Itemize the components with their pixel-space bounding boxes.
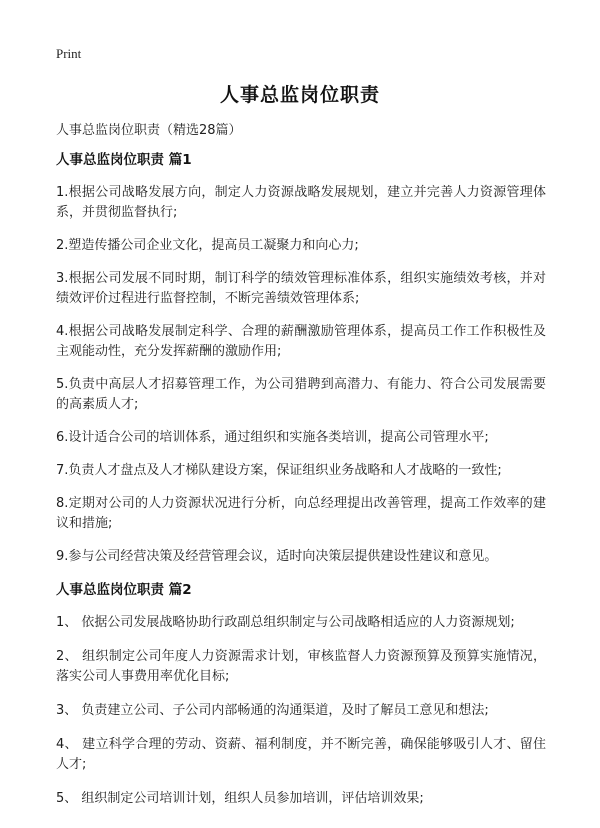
print-link[interactable]: Print <box>56 46 82 61</box>
paragraph: 2、 组织制定公司年度人力资源需求计划，审核监督人力资源预算及预算实施情况，落实公司人事费用率优化目标; <box>56 649 546 684</box>
paragraph: 2.塑造传播公司企业文化，提高员工凝聚力和向心力; <box>56 238 359 253</box>
section-1 <box>56 150 546 567</box>
paragraph: 1、 依据公司发展战略协助行政副总组织制定与公司战略相适应的人力资源规划; <box>56 615 515 630</box>
paragraph: 4、 建立科学合理的劳动、资薪、福利制度，并不断完善，确保能够吸引人才、留住人才; <box>56 737 546 772</box>
paragraph: 6.设计适合公司的培训体系，通过组织和实施各类培训，提高公司管理水平; <box>56 430 489 445</box>
paragraph: 8.定期对公司的人力资源状况进行分析，向总经理提出改善管理，提高工作效率的建议和措施; <box>56 496 546 531</box>
section-2 <box>56 580 546 809</box>
section-heading: 人事总监岗位职责 篇1 <box>56 152 192 168</box>
page-title: 人事总监岗位职责 <box>219 84 380 106</box>
section-heading: 人事总监岗位职责 篇2 <box>56 582 192 598</box>
document-content <box>56 150 546 823</box>
paragraph: 3.根据公司发展不同时期，制订科学的绩效管理标准体系，组织实施绩效考核，并对绩效评价过程进行监督控制，不断完善绩效管理体系; <box>56 271 546 306</box>
paragraph: 5.负责中高层人才招募管理工作，为公司猎聘到高潜力、有能力、符合公司发展需要的高素质人才; <box>56 377 546 412</box>
paragraph: 3、 负责建立公司、子公司内部畅通的沟通渠道，及时了解员工意见和想法; <box>56 703 489 718</box>
paragraph: 9.参与公司经营决策及经营管理会议，适时向决策层提供建设性建议和意见。 <box>56 549 498 564</box>
paragraph: 4.根据公司战略发展制定科学、合理的薪酬激励管理体系，提高员工作工作积极性及主观能动性，充分发挥薪酬的激励作用; <box>56 324 546 359</box>
paragraph: 5、 组织制定公司培训计划，组织人员参加培训，评估培训效果; <box>56 791 424 806</box>
paragraph: 7.负责人才盘点及人才梯队建设方案，保证组织业务战略和人才战略的一致性; <box>56 463 502 478</box>
paragraph: 1.根据公司战略发展方向，制定人力资源战略发展规划，建立并完善人力资源管理体系，并贯彻监督执行; <box>56 185 546 220</box>
document-subtitle: 人事总监岗位职责（精选28篇） <box>56 123 242 138</box>
